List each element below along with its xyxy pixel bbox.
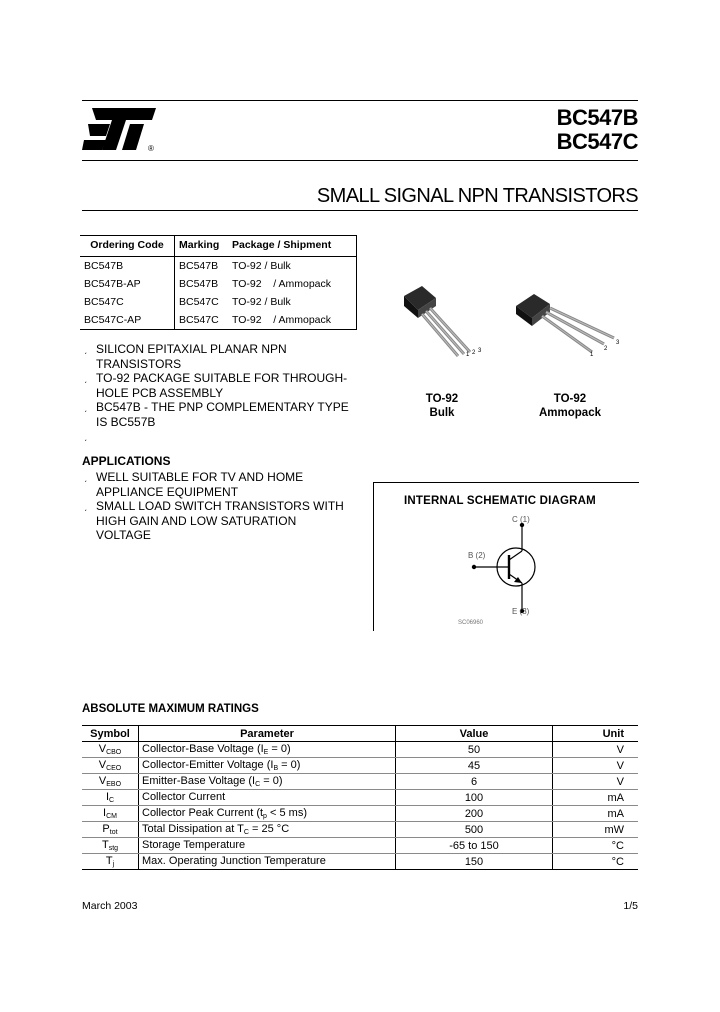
- parameter: Max. Operating Junction Temperature: [139, 854, 396, 870]
- table-row: [80, 275, 357, 293]
- parameter: Collector Current: [139, 790, 396, 806]
- table-row: [82, 742, 638, 758]
- emitter-label: E (3): [512, 607, 530, 616]
- page-title: SMALL SIGNAL NPN TRANSISTORS: [316, 185, 638, 207]
- symbol: $V_{CBO}$: [82, 742, 139, 758]
- bullet-icon: ˏ: [84, 373, 87, 383]
- transistor-symbol: [458, 515, 558, 625]
- package: TO-92 / Bulk: [228, 257, 357, 276]
- parameter: Total Dissipation at $T_C = 25$ °C: [139, 822, 396, 838]
- table-row: [80, 293, 357, 311]
- applications-title: APPLICATIONS: [82, 454, 171, 468]
- list-item-empty: [82, 429, 352, 444]
- to92-bulk-image: 1 2 3: [396, 284, 492, 362]
- footer-date: March 2003: [82, 900, 138, 912]
- registered-mark: ®: [148, 144, 154, 153]
- value: 50: [396, 742, 553, 758]
- value: -65 to 150: [396, 838, 553, 854]
- table-row: [82, 806, 638, 822]
- table-row: [82, 774, 638, 790]
- list-item: ˏ SILICON EPITAXIAL PLANAR NPN TRANSISTORS: [84, 342, 287, 371]
- unit: V: [553, 742, 639, 758]
- symbol: $P_{tot}$: [82, 822, 139, 838]
- table-row: [80, 257, 357, 276]
- table-row: [82, 790, 638, 806]
- list-item: ˏ TO-92 PACKAGE SUITABLE FOR THROUGH-HOLE PCB ASSEMBLY: [84, 371, 348, 400]
- ordering-header-code: Ordering Code: [80, 236, 175, 257]
- to92-ammopack-caption: TO-92 Ammopack: [539, 393, 601, 419]
- parameter: Collector-Base Voltage $(I_E = 0)$: [139, 742, 396, 758]
- unit: °C: [553, 854, 639, 870]
- header-top-rule: [82, 100, 638, 101]
- ordering-code: BC547B-AP: [80, 275, 175, 293]
- unit: V: [553, 758, 639, 774]
- bullet-icon: ˏ: [84, 344, 87, 354]
- page-number: 1/5: [623, 900, 638, 912]
- schematic-code: SC06960: [458, 620, 484, 626]
- ratings-header-parameter: Parameter: [139, 726, 396, 742]
- ratings-header-unit: Unit: [553, 726, 639, 742]
- value: 500: [396, 822, 553, 838]
- unit: °C: [553, 838, 639, 854]
- marking: BC547C: [179, 296, 219, 308]
- st-logo: [82, 104, 160, 156]
- ratings-table-header: [82, 726, 638, 742]
- title-rule: [82, 210, 638, 211]
- ratings-header-value: Value: [396, 726, 553, 742]
- ratings-table: [82, 725, 638, 870]
- parameter: Emitter-Base Voltage $(I_C = 0)$: [139, 774, 396, 790]
- table-row: [82, 758, 638, 774]
- ordering-code: BC547C: [80, 293, 175, 311]
- bullet-icon: ˏ: [84, 472, 87, 482]
- list-item: ˏ WELL SUITABLE FOR TV AND HOME APPLIANCE EQUIPMENT: [84, 470, 304, 499]
- symbol: $I_{CM}$: [82, 806, 139, 822]
- list-item: ˏ BC547B - THE PNP COMPLEMENTARY TYPE IS BC557B: [84, 400, 349, 429]
- symbol: $I_C$: [82, 790, 139, 806]
- applications-list: [82, 470, 352, 543]
- list-item: ˏ SMALL LOAD SWITCH TRANSISTORS WITH HIGH GAIN AND LOW SATURATION VOLTAGE: [84, 499, 344, 542]
- bullet-icon: ˏ: [84, 431, 87, 441]
- features-list: [82, 342, 352, 444]
- ordering-code: BC547C-AP: [80, 311, 175, 330]
- marking: BC547C: [179, 314, 219, 326]
- bullet-icon: ˏ: [84, 402, 87, 412]
- table-row: [82, 854, 638, 870]
- value: 45: [396, 758, 553, 774]
- base-label: B (2): [468, 551, 486, 560]
- unit: mA: [553, 806, 639, 822]
- table-row: [80, 311, 357, 330]
- ordering-table: [80, 235, 357, 330]
- ordering-code: BC547B: [80, 257, 175, 276]
- ratings-header-symbol: Symbol: [82, 726, 139, 742]
- value: 150: [396, 854, 553, 870]
- symbol: $T_j$: [82, 854, 139, 870]
- unit: V: [553, 774, 639, 790]
- unit: mA: [553, 790, 639, 806]
- value: 100: [396, 790, 553, 806]
- header-bottom-rule: [82, 160, 638, 161]
- package: TO-92 / Ammopack: [228, 275, 357, 293]
- marking: BC547B: [179, 278, 219, 290]
- to92-bulk-caption: TO-92 Bulk: [425, 393, 459, 419]
- symbol: $T_{stg}$: [82, 838, 139, 854]
- value: 6: [396, 774, 553, 790]
- symbol: $V_{CEO}$: [82, 758, 139, 774]
- ratings-title: ABSOLUTE MAXIMUM RATINGS: [82, 703, 259, 715]
- package: TO-92 / Bulk: [228, 293, 357, 311]
- part-number-b: BC547B: [556, 105, 638, 130]
- value: 200: [396, 806, 553, 822]
- table-row: [82, 838, 638, 854]
- package: TO-92 / Ammopack: [228, 311, 357, 330]
- collector-label: C (1): [512, 515, 530, 524]
- unit: mW: [553, 822, 639, 838]
- marking: BC547B: [179, 260, 219, 272]
- parameter: Storage Temperature: [139, 838, 396, 854]
- schematic-title: INTERNAL SCHEMATIC DIAGRAM: [404, 495, 596, 507]
- to92-ammopack-image: 1 2 3: [510, 288, 630, 366]
- ordering-header-marking: Marking: [175, 236, 229, 257]
- ordering-table-header: [80, 236, 357, 257]
- table-row: [82, 822, 638, 838]
- part-number-c: BC547C: [556, 129, 638, 154]
- parameter: Collector Peak Current ($t_p < 5$ ms): [139, 806, 396, 822]
- ordering-header-package: Package / Shipment: [228, 236, 357, 257]
- bullet-icon: ˏ: [84, 501, 87, 511]
- symbol: $V_{EBO}$: [82, 774, 139, 790]
- parameter: Collector-Emitter Voltage $(I_B = 0)$: [139, 758, 396, 774]
